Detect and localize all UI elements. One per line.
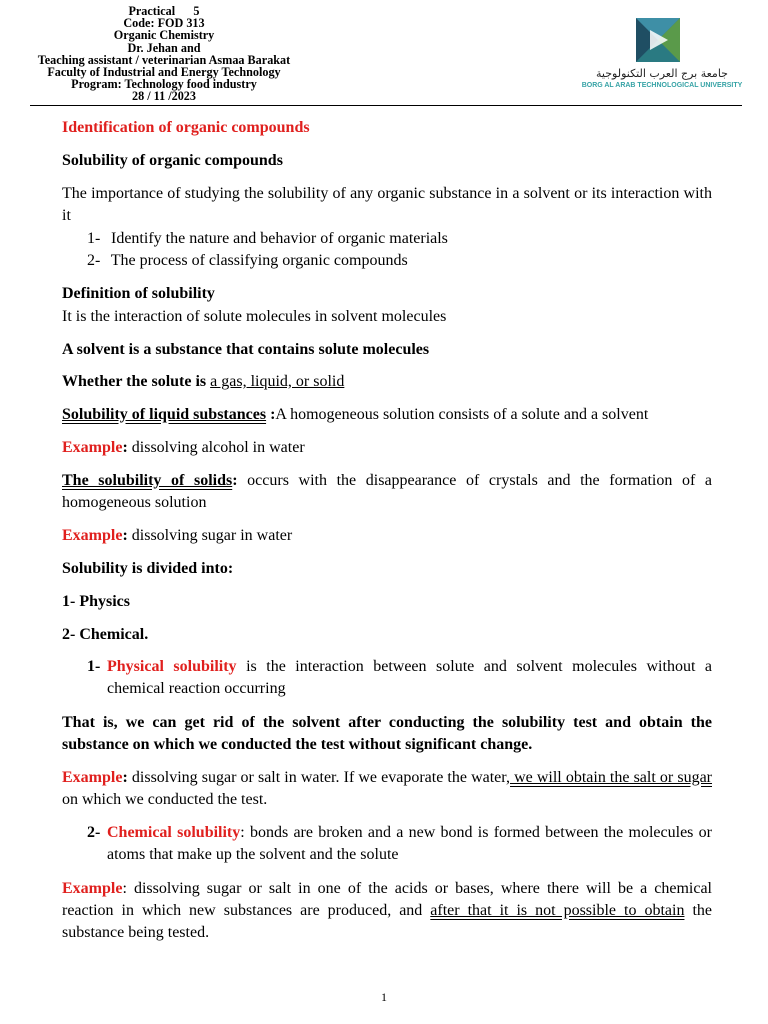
example-text: dissolving alcohol in water bbox=[131, 439, 305, 456]
example-paragraph bbox=[62, 767, 712, 811]
physical-solubility-text: is the interaction between solute and solvent molecules without a chemical reaction occurring bbox=[107, 658, 713, 697]
list-item-number: 1- bbox=[87, 658, 101, 675]
solute-line bbox=[62, 371, 712, 393]
example-underlined: , we will obtain the salt or sugar bbox=[505, 769, 712, 786]
example-label: Example bbox=[62, 527, 123, 544]
chemical-solubility-term: Chemical solubility bbox=[107, 824, 241, 841]
liquid-colon: : bbox=[270, 406, 276, 423]
heading-solubility: Solubility of organic compounds bbox=[62, 152, 283, 169]
solids-heading: The solubility of solids bbox=[62, 472, 233, 489]
section-title: Identification of organic compounds bbox=[62, 119, 310, 136]
university-name-arabic: جامعة برج العرب التكنولوجية bbox=[596, 67, 728, 80]
solvent-statement: A solvent is a substance that contains solute molecules bbox=[62, 341, 430, 358]
header-date: 28 / 11 /2023 bbox=[132, 89, 196, 104]
example-text: dissolving sugar or salt in water. If we evaporate the water bbox=[131, 769, 506, 786]
division-physics: 1- Physics bbox=[62, 593, 130, 610]
physical-solubility-paragraph bbox=[107, 656, 712, 700]
example-underlined: after that it is not possible to obtain bbox=[430, 902, 685, 919]
division-chemical: 2- Chemical. bbox=[62, 626, 149, 643]
example-label: Example bbox=[62, 880, 123, 897]
definition-text: It is the interaction of solute molecules in solvent molecules bbox=[62, 308, 447, 325]
importance-paragraph: The importance of studying the solubility of any organic substance in a solvent or its interaction with it bbox=[62, 185, 712, 224]
example-line bbox=[62, 437, 712, 459]
example-colon: : bbox=[122, 439, 128, 456]
header-program: Program: Technology food industry bbox=[71, 77, 257, 92]
example-colon: : bbox=[122, 527, 128, 544]
liquid-solubility-line bbox=[62, 404, 712, 426]
liquid-text: A homogeneous solution consists of a solute and a solvent bbox=[275, 406, 649, 423]
liquid-heading: Solubility of liquid substances bbox=[62, 406, 267, 423]
header-instructor: Dr. Jehan and bbox=[127, 40, 201, 55]
solute-prefix: Whether the solute is bbox=[62, 373, 207, 390]
document-header bbox=[18, 5, 310, 103]
header-code: Code: FOD 313 bbox=[123, 16, 205, 31]
header-practical: Practical 5 bbox=[128, 4, 200, 18]
solids-text: occurs with the disappearance of crystals and the formation of a homogeneous solution bbox=[62, 472, 713, 511]
page-number: 1 bbox=[381, 990, 387, 1004]
solids-paragraph: The solubility of solids: occurs with the disappearance of crystals and the formation of a homogeneous solution bbox=[62, 472, 713, 511]
header-faculty: Faculty of Industrial and Energy Technology bbox=[47, 65, 281, 80]
university-logo-icon bbox=[636, 18, 680, 62]
divided-heading: Solubility is divided into: bbox=[62, 560, 234, 577]
example-label: Example bbox=[62, 769, 123, 786]
solute-value: a gas, liquid, or solid bbox=[210, 373, 345, 390]
list-item bbox=[87, 250, 408, 272]
that-is-paragraph: That is, we can get rid of the solvent after conducting the solubility test and obtain the substance on which we conducted the test without significant change. bbox=[62, 714, 712, 753]
list-item-number: 1- bbox=[87, 230, 101, 247]
list-item-number: 2- bbox=[87, 824, 101, 841]
example-text: on which we conducted the test. bbox=[62, 791, 268, 808]
example-text: dissolving sugar in water bbox=[131, 527, 293, 544]
list-item bbox=[87, 228, 448, 250]
chemical-solubility-paragraph bbox=[107, 822, 712, 866]
example-label: Example bbox=[62, 439, 123, 456]
example-text: the substance being tested. bbox=[62, 902, 713, 941]
list-item-text: The process of classifying organic compounds bbox=[110, 252, 408, 269]
header-divider bbox=[30, 105, 742, 106]
example-paragraph bbox=[62, 878, 712, 944]
university-name-english: BORG AL ARAB TECHNOLOGICAL UNIVERSITY bbox=[581, 82, 743, 89]
example-line bbox=[62, 525, 712, 547]
header-course: Organic Chemistry bbox=[113, 28, 215, 43]
example-colon: : bbox=[122, 769, 128, 786]
list-item-number: 2- bbox=[87, 252, 101, 269]
definition-heading: Definition of solubility bbox=[62, 285, 215, 302]
list-item-text: Identify the nature and behavior of organic materials bbox=[111, 230, 448, 247]
physical-solubility-term: Physical solubility bbox=[107, 658, 237, 675]
header-assistant: Teaching assistant / veterinarian Asmaa Barakat bbox=[37, 52, 291, 67]
example-text: : dissolving sugar or salt in one of the acids or bases, where there will be a chemical reaction in which new substances are produced, and bbox=[62, 880, 712, 919]
chemical-solubility-text: : bonds are broken and a new bond is formed between the molecules or atoms that make up the solvent and the solute bbox=[107, 824, 712, 863]
